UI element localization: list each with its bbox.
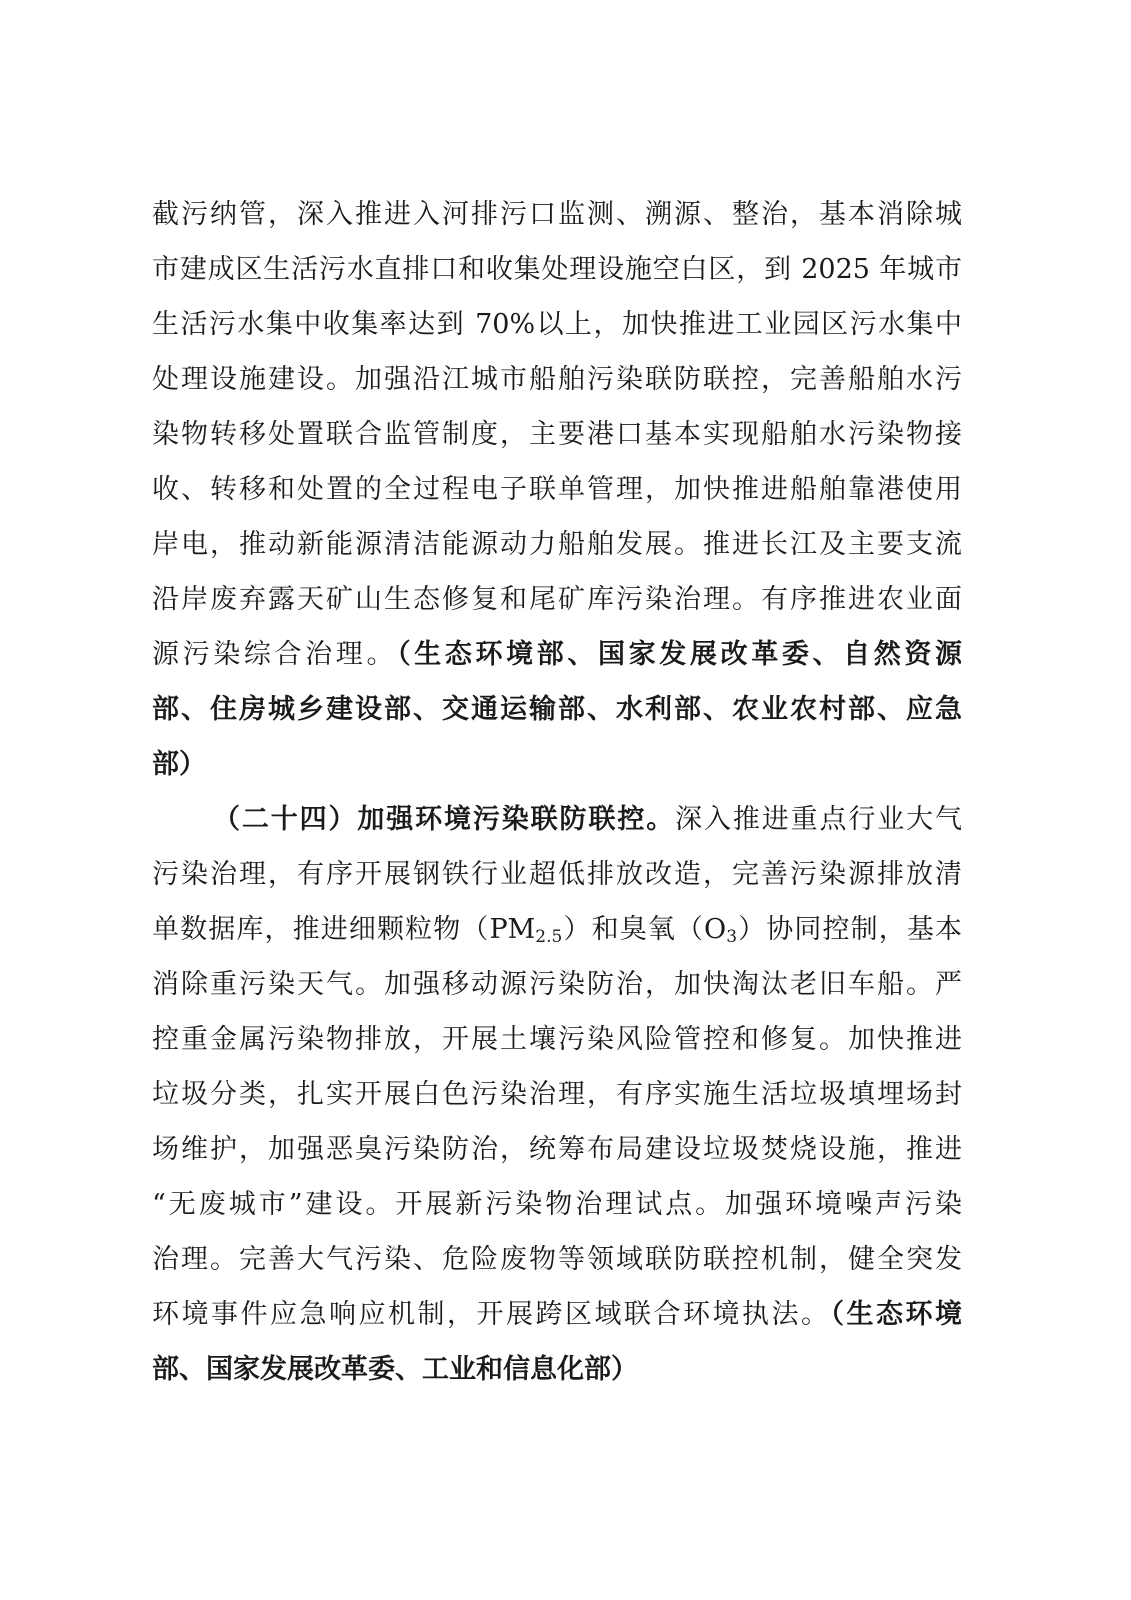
responsible-departments: 部、住房城乡建设部、交通运输部、水利部、农业农村部、应急 — [152, 694, 962, 725]
text-line: 生活污水集中收集率达到 70%以上，加快推进工业园区污水集中 — [152, 309, 962, 340]
text-line: 市建成区生活污水直排口和收集处理设施空白区，到 2025 年城市 — [152, 254, 962, 285]
responsible-departments: 部、国家发展改革委、工业和信息化部） — [152, 1354, 638, 1385]
text-line — [213, 800, 962, 840]
text-span: 源污染综合治理。 — [152, 639, 398, 670]
text-line: “无废城市”建设。开展新污染物治理试点。加强环境噪声污染 — [152, 1189, 962, 1220]
text-line: 场维护，加强恶臭污染防治，统筹布局建设垃圾焚烧设施，推进 — [152, 1134, 962, 1165]
text-line: 岸电，推动新能源清洁能源动力船舶发展。推进长江及主要支流 — [152, 529, 962, 560]
text-span: 环境事件应急响应机制，开展跨区域联合环境执法。 — [152, 1299, 831, 1330]
text-span: ）和臭氧（O — [562, 914, 727, 945]
text-span: ）协同控制，基本 — [737, 914, 962, 945]
text-line: 控重金属污染物排放，开展土壤污染风险管控和修复。加快推进 — [152, 1024, 962, 1055]
text-line — [152, 910, 962, 950]
text-line: 处理设施建设。加强沿江城市船舶污染联防联控，完善船舶水污 — [152, 364, 962, 395]
text-line: 消除重污染天气。加强移动源污染防治，加快淘汰老旧车船。严 — [152, 969, 962, 1000]
responsible-departments: （生态环境 — [830, 1299, 962, 1330]
responsible-departments: （生态环境部、国家发展改革委、自然资源 — [397, 639, 962, 670]
text-span: 单数据库，推进细颗粒物（PM — [152, 914, 536, 945]
text-line — [152, 635, 962, 675]
text-line: 治理。完善大气污染、危险废物等领域联防联控机制，健全突发 — [152, 1244, 962, 1275]
text-line: 污染治理，有序开展钢铁行业超低排放改造，完善污染源排放清 — [152, 859, 962, 890]
responsible-departments: 部） — [152, 749, 206, 780]
text-line: 垃圾分类，扎实开展白色污染治理，有序实施生活垃圾填埋场封 — [152, 1079, 962, 1110]
text-line: 沿岸废弃露天矿山生态修复和尾矿库污染治理。有序推进农业面 — [152, 584, 962, 615]
subscript: 3 — [726, 927, 738, 947]
subscript: 2.5 — [535, 927, 563, 947]
text-line: 收、转移和处置的全过程电子联单管理，加快推进船舶靠港使用 — [152, 474, 962, 505]
text-line: 截污纳管，深入推进入河排污口监测、溯源、整治，基本消除城 — [152, 199, 962, 230]
section-heading: （二十四）加强环境污染联防联控。 — [213, 804, 676, 835]
text-line: 染物转移处置联合监管制度，主要港口基本实现船舶水污染物接 — [152, 419, 962, 450]
text-line — [152, 1295, 962, 1335]
text-span: 深入推进重点行业大气 — [675, 804, 962, 835]
